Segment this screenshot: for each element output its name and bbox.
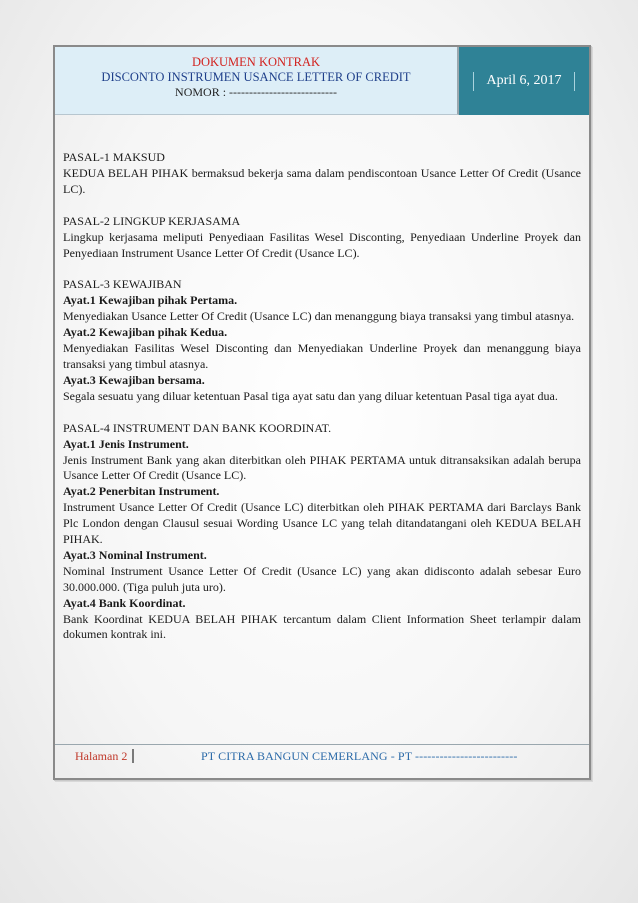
ayat-heading: Ayat.2 Penerbitan Instrument. [63,484,220,499]
ayat-text: Menyediakan Usance Letter Of Credit (Usance LC) dan menanggung biaya transaksi yang timbul atasnya. [63,309,575,324]
ayat-heading: Ayat.3 Nominal Instrument. [63,547,207,562]
document-subtitle: DISCONTO INSTRUMEN USANCE LETTER OF CREDIT [101,70,411,84]
section-text: Lingkup kerjasama meliputi Penyediaan Fasilitas Wesel Disconting, Penyediaan Underline Proyek dan Penyediaan Instrument Usance Letter Of Credit (Usance LC). [63,229,581,260]
ayat-text: Bank Koordinat KEDUA BELAH PIHAK tercantum dalam Client Information Sheet terlampir dalam dokumen kontrak ini. [63,611,581,642]
document-header [55,47,589,117]
company-name: PT CITRA BANGUN CEMERLANG - PT ------------------------- [201,749,518,763]
section-text: KEDUA BELAH PIHAK bermaksud bekerja sama dalam pendiscontoan Usance Letter Of Credit (Usance LC). [63,165,581,196]
ayat-text: Jenis Instrument Bank yang akan diterbitkan oleh PIHAK PERTAMA untuk ditransaksikan adalah berupa Usance Letter Of Credit (Usance LC). [63,452,581,483]
header-date-block [459,47,589,115]
document-frame [53,45,591,780]
section-heading: PASAL-4 INSTRUMENT DAN BANK KOORDINAT. [63,420,332,435]
document-title: DOKUMEN KONTRAK [191,55,321,69]
ayat-heading: Ayat.1 Kewajiban pihak Pertama. [63,293,238,308]
ayat-text: Nominal Instrument Usance Letter Of Credit (Usance LC) yang akan didisconto adalah sebesar Euro 30.000.000. (Tiga puluh juta uro). [63,563,581,594]
document-body [63,150,581,643]
ayat-text: Menyediakan Fasilitas Wesel Disconting dan Menyediakan Underline Proyek dan menanggung biaya transaksi yang timbul atasnya. [63,341,581,371]
document-number: NOMOR : --------------------------- [175,85,337,99]
ayat-heading: Ayat.3 Kewajiban bersama. [63,372,205,387]
section-heading: PASAL-3 KEWAJIBAN [63,277,182,292]
ayat-heading: Ayat.4 Bank Koordinat. [63,595,186,610]
section-heading: PASAL-1 MAKSUD [63,150,165,164]
section-heading: PASAL-2 LINGKUP KERJASAMA [63,213,241,228]
header-title-block [55,47,459,115]
ayat-heading: Ayat.1 Jenis Instrument. [63,436,189,451]
document-footer [55,744,589,778]
page-number: Halaman 2 [75,749,134,763]
ayat-heading: Ayat.2 Kewajiban pihak Kedua. [63,325,228,340]
ayat-text: Instrument Usance Letter Of Credit (Usance LC) diterbitkan oleh PIHAK PERTAMA dari Barclays Bank Plc London dengan Clausul sesuai Wording Usance LC yang telah ditandatangani oleh KEDUA BELAH PIHAK. [63,500,581,547]
document-date: April 6, 2017 [473,72,574,91]
ayat-text: Segala sesuatu yang diluar ketentuan Pasal tiga ayat satu dan yang diluar ketentuan Pasal tiga ayat dua. [63,388,558,403]
